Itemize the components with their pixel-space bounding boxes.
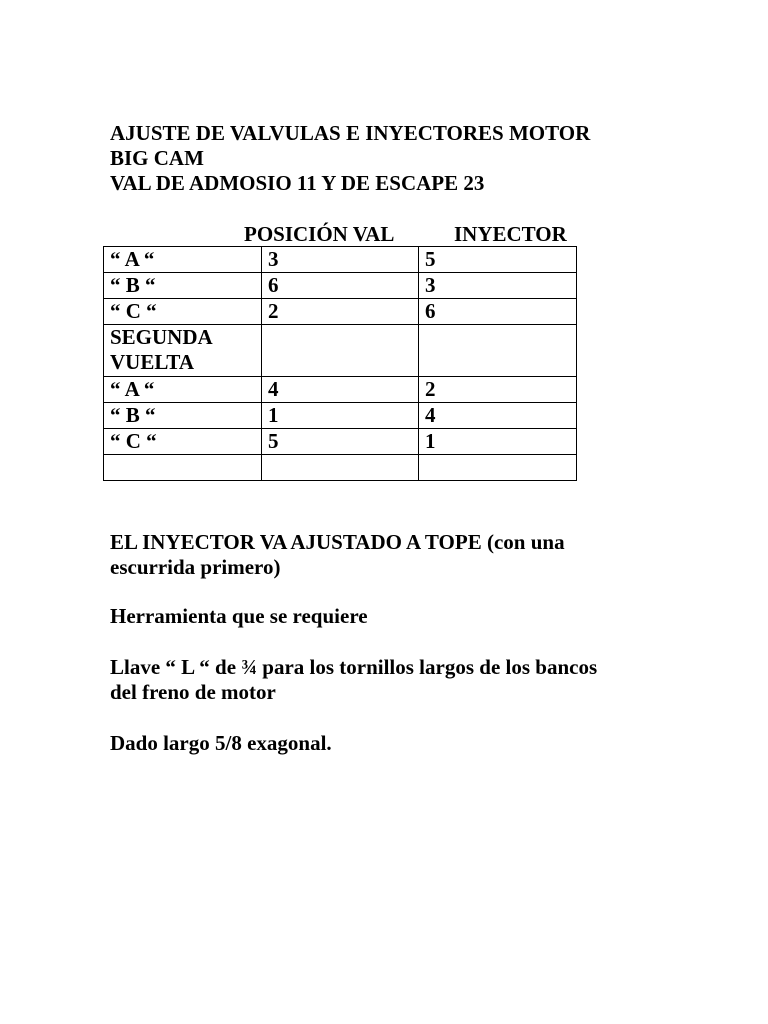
tool-heading xyxy=(110,604,710,629)
document-title xyxy=(110,121,710,196)
table-row-empty xyxy=(104,455,577,481)
table-row xyxy=(104,247,577,273)
table-cell: “ B “ xyxy=(104,403,262,429)
table-cell: 3 xyxy=(419,273,577,299)
table-row xyxy=(104,429,577,455)
adjustment-table xyxy=(103,246,577,481)
table-cell: “ C “ xyxy=(104,299,262,325)
table-row xyxy=(104,299,577,325)
header-posicion-val: POSICIÓN VAL xyxy=(244,222,395,246)
table-row-segunda-vuelta xyxy=(104,325,577,377)
socket-note xyxy=(110,731,710,756)
table-cell xyxy=(262,455,419,481)
table-cell: 4 xyxy=(419,403,577,429)
table-cell: “ A “ xyxy=(104,247,262,273)
table-cell: 3 xyxy=(262,247,419,273)
wrench-note-line-1: Llave “ L “ de ¾ para los tornillos largos de los bancos xyxy=(110,655,598,679)
injector-note-line-2: escurrida primero) xyxy=(110,555,281,579)
title-line-2: BIG CAM xyxy=(110,146,204,170)
table-row xyxy=(104,403,577,429)
table-cell xyxy=(419,325,577,377)
tool-heading-text: Herramienta que se requiere xyxy=(110,604,368,628)
table-column-headers xyxy=(0,221,768,247)
table-cell: 6 xyxy=(419,299,577,325)
table-cell: 1 xyxy=(419,429,577,455)
injector-note-line-1: EL INYECTOR VA AJUSTADO A TOPE (con una xyxy=(110,530,565,554)
table-cell xyxy=(104,455,262,481)
table-cell: “ B “ xyxy=(104,273,262,299)
header-inyector: INYECTOR xyxy=(454,222,567,246)
table-cell: 2 xyxy=(262,299,419,325)
table-cell-segunda-vuelta xyxy=(104,325,262,377)
segunda-line: SEGUNDA xyxy=(110,325,213,349)
table-cell: “ C “ xyxy=(104,429,262,455)
table-cell: 5 xyxy=(262,429,419,455)
wrench-note xyxy=(110,655,710,705)
title-line-1: AJUSTE DE VALVULAS E INYECTORES MOTOR xyxy=(110,121,591,145)
vuelta-line: VUELTA xyxy=(110,350,195,374)
table-cell xyxy=(419,455,577,481)
table-cell: 2 xyxy=(419,377,577,403)
table-cell: 6 xyxy=(262,273,419,299)
table-cell: 5 xyxy=(419,247,577,273)
table-row xyxy=(104,377,577,403)
wrench-note-line-2: del freno de motor xyxy=(110,680,276,704)
table-cell: 1 xyxy=(262,403,419,429)
injector-note xyxy=(110,530,710,580)
table-row xyxy=(104,273,577,299)
table-cell: “ A “ xyxy=(104,377,262,403)
title-line-3: VAL DE ADMOSIO 11 Y DE ESCAPE 23 xyxy=(110,171,485,195)
table-cell: 4 xyxy=(262,377,419,403)
socket-note-text: Dado largo 5/8 exagonal. xyxy=(110,731,332,755)
table-cell xyxy=(262,325,419,377)
